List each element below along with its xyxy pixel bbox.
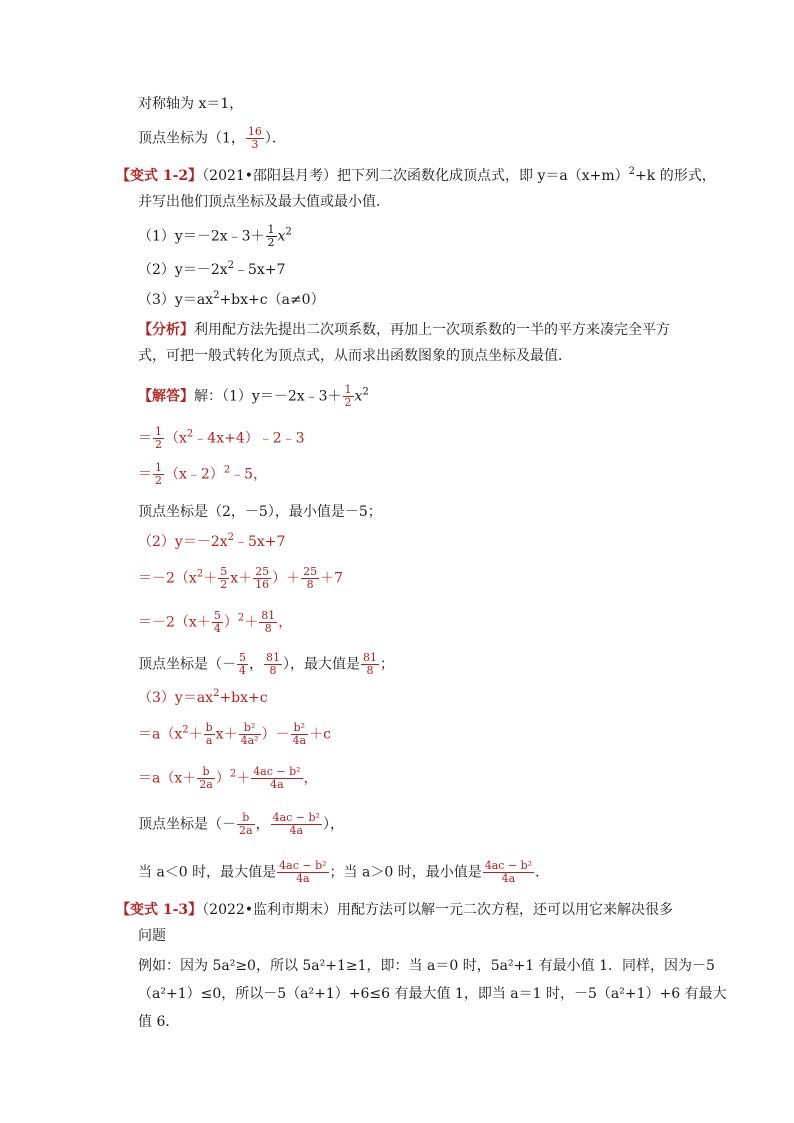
solution-start: 【解答】解：（1）y＝－2x﹣3＋ $\frac{1}{2}$ $x^2$ xyxy=(138,383,369,409)
solution-step: $(3)y=ax^2+bx+c$ xyxy=(138,688,268,706)
problem-3: $(3)y=ax^2+bx+c(a\ne 0)$ xyxy=(138,290,325,308)
solution-step: ＝a（x＋ $\frac{b}{2a}$ ）$^2$＋ $\frac{\text{4ac − b²}}{4a}$ ， xyxy=(138,765,318,791)
analysis: 【分析】利用配方法先提出二次项系数，再加上一次项系数的一半的平方来凑完全平方 xyxy=(138,322,670,338)
example-text: 值 6． xyxy=(138,1014,180,1030)
solution-step: $=-2(x^2+$ $\frac{5}{2}$ x＋ $\frac{25}{16}$ ）＋ $\frac{25}{8}$ ＋7 xyxy=(138,565,344,591)
analysis-tag: 【分析】 xyxy=(138,322,194,338)
solution-step: $=a(x^2+$ $\frac{b}{a}$ x＋ $\frac{\text{b²}}{\text{4a²}}$ ）－ $\frac{\text{b²}}{4a}$ ＋c xyxy=(138,721,331,747)
vertex-result-2: 顶点坐标是（－ $\frac{5}{4}$ ， $\frac{81}{8}$ ），最大值是 $\frac{81}{8}$ ； xyxy=(138,651,394,677)
example-text: 例如：因为 5a²≥0，所以 5a²+1≥1，即：当 a＝0 时，5a²+1 有最小值 1．同样，因为－5 xyxy=(138,958,715,974)
problem-2: $(2)y=-2x^2﹣5x+7$ xyxy=(138,260,286,278)
variant-1-2-title: 【变式 1-2】（2021•邵阳县月考）把下列二次函数化成顶点式，即 $y=a(x+m)^2+k$ 的形式， xyxy=(116,166,716,184)
variant-1-3-title: 【变式 1-3】（2022•监利市期末）用配方法可以解一元二次方程，还可以用它来解决很多 xyxy=(116,902,674,918)
vertex-coordinate-line: 顶点坐标为（1， $\frac{16}{3}$ ）． xyxy=(138,125,286,151)
analysis-cont: 式，可把一般式转化为顶点式，从而求出函数图象的顶点坐标及最值． xyxy=(138,348,572,364)
solution-tag: 【解答】 xyxy=(138,388,194,405)
solution-step: $(2)y=-2x^2﹣5x+7$ xyxy=(138,532,286,550)
solution-step: ＝ $\frac{1}{2}$ （x﹣2）$^2$﹣5， xyxy=(138,461,268,487)
variant-1-2-subtitle: 并写出他们顶点坐标及最大值或最小值． xyxy=(138,194,390,210)
vertex-result-3: 顶点坐标是（－ $\frac{b}{2a}$ ， $\frac{\text{4ac − b²}}{4a}$ ）， xyxy=(138,811,344,837)
variant-tag: 【变式 1-2】 xyxy=(116,168,203,184)
fraction: $\frac{16}{3}$ xyxy=(247,125,262,151)
solution-step: ＝－2（x＋ $\frac{5}{4}$ ）$^2$＋ $\frac{81}{8}$ ， xyxy=(138,609,293,635)
axis-of-symmetry: 对称轴为 x＝1， xyxy=(138,96,244,112)
variant-1-3-cont: 问题 xyxy=(138,928,166,944)
extremum-conclusion: 当 a＜0 时，最大值是 $\frac{\text{4ac − b²}}{4a}$ ；当 a＞0 时，最小值是 $\frac{\text{4ac − b²}}{4a}$ ． xyxy=(138,859,550,885)
problem-1: （1）y＝－2x﹣3＋ $\frac{1}{2}$ $x^2$ xyxy=(138,223,292,249)
example-text: （a²+1）≤0，所以－5（a²+1）+6≤6 有最大值 1，即当 a＝1 时，－5（a²+1）+6 有最大 xyxy=(138,986,727,1002)
vertex-result-1: 顶点坐标是（2，－5），最小值是－5； xyxy=(138,504,382,520)
variant-tag: 【变式 1-3】 xyxy=(116,902,203,918)
solution-step: ＝ $\frac{1}{2}$ $(x^2﹣4x+4)﹣2﹣3$ xyxy=(138,425,305,451)
